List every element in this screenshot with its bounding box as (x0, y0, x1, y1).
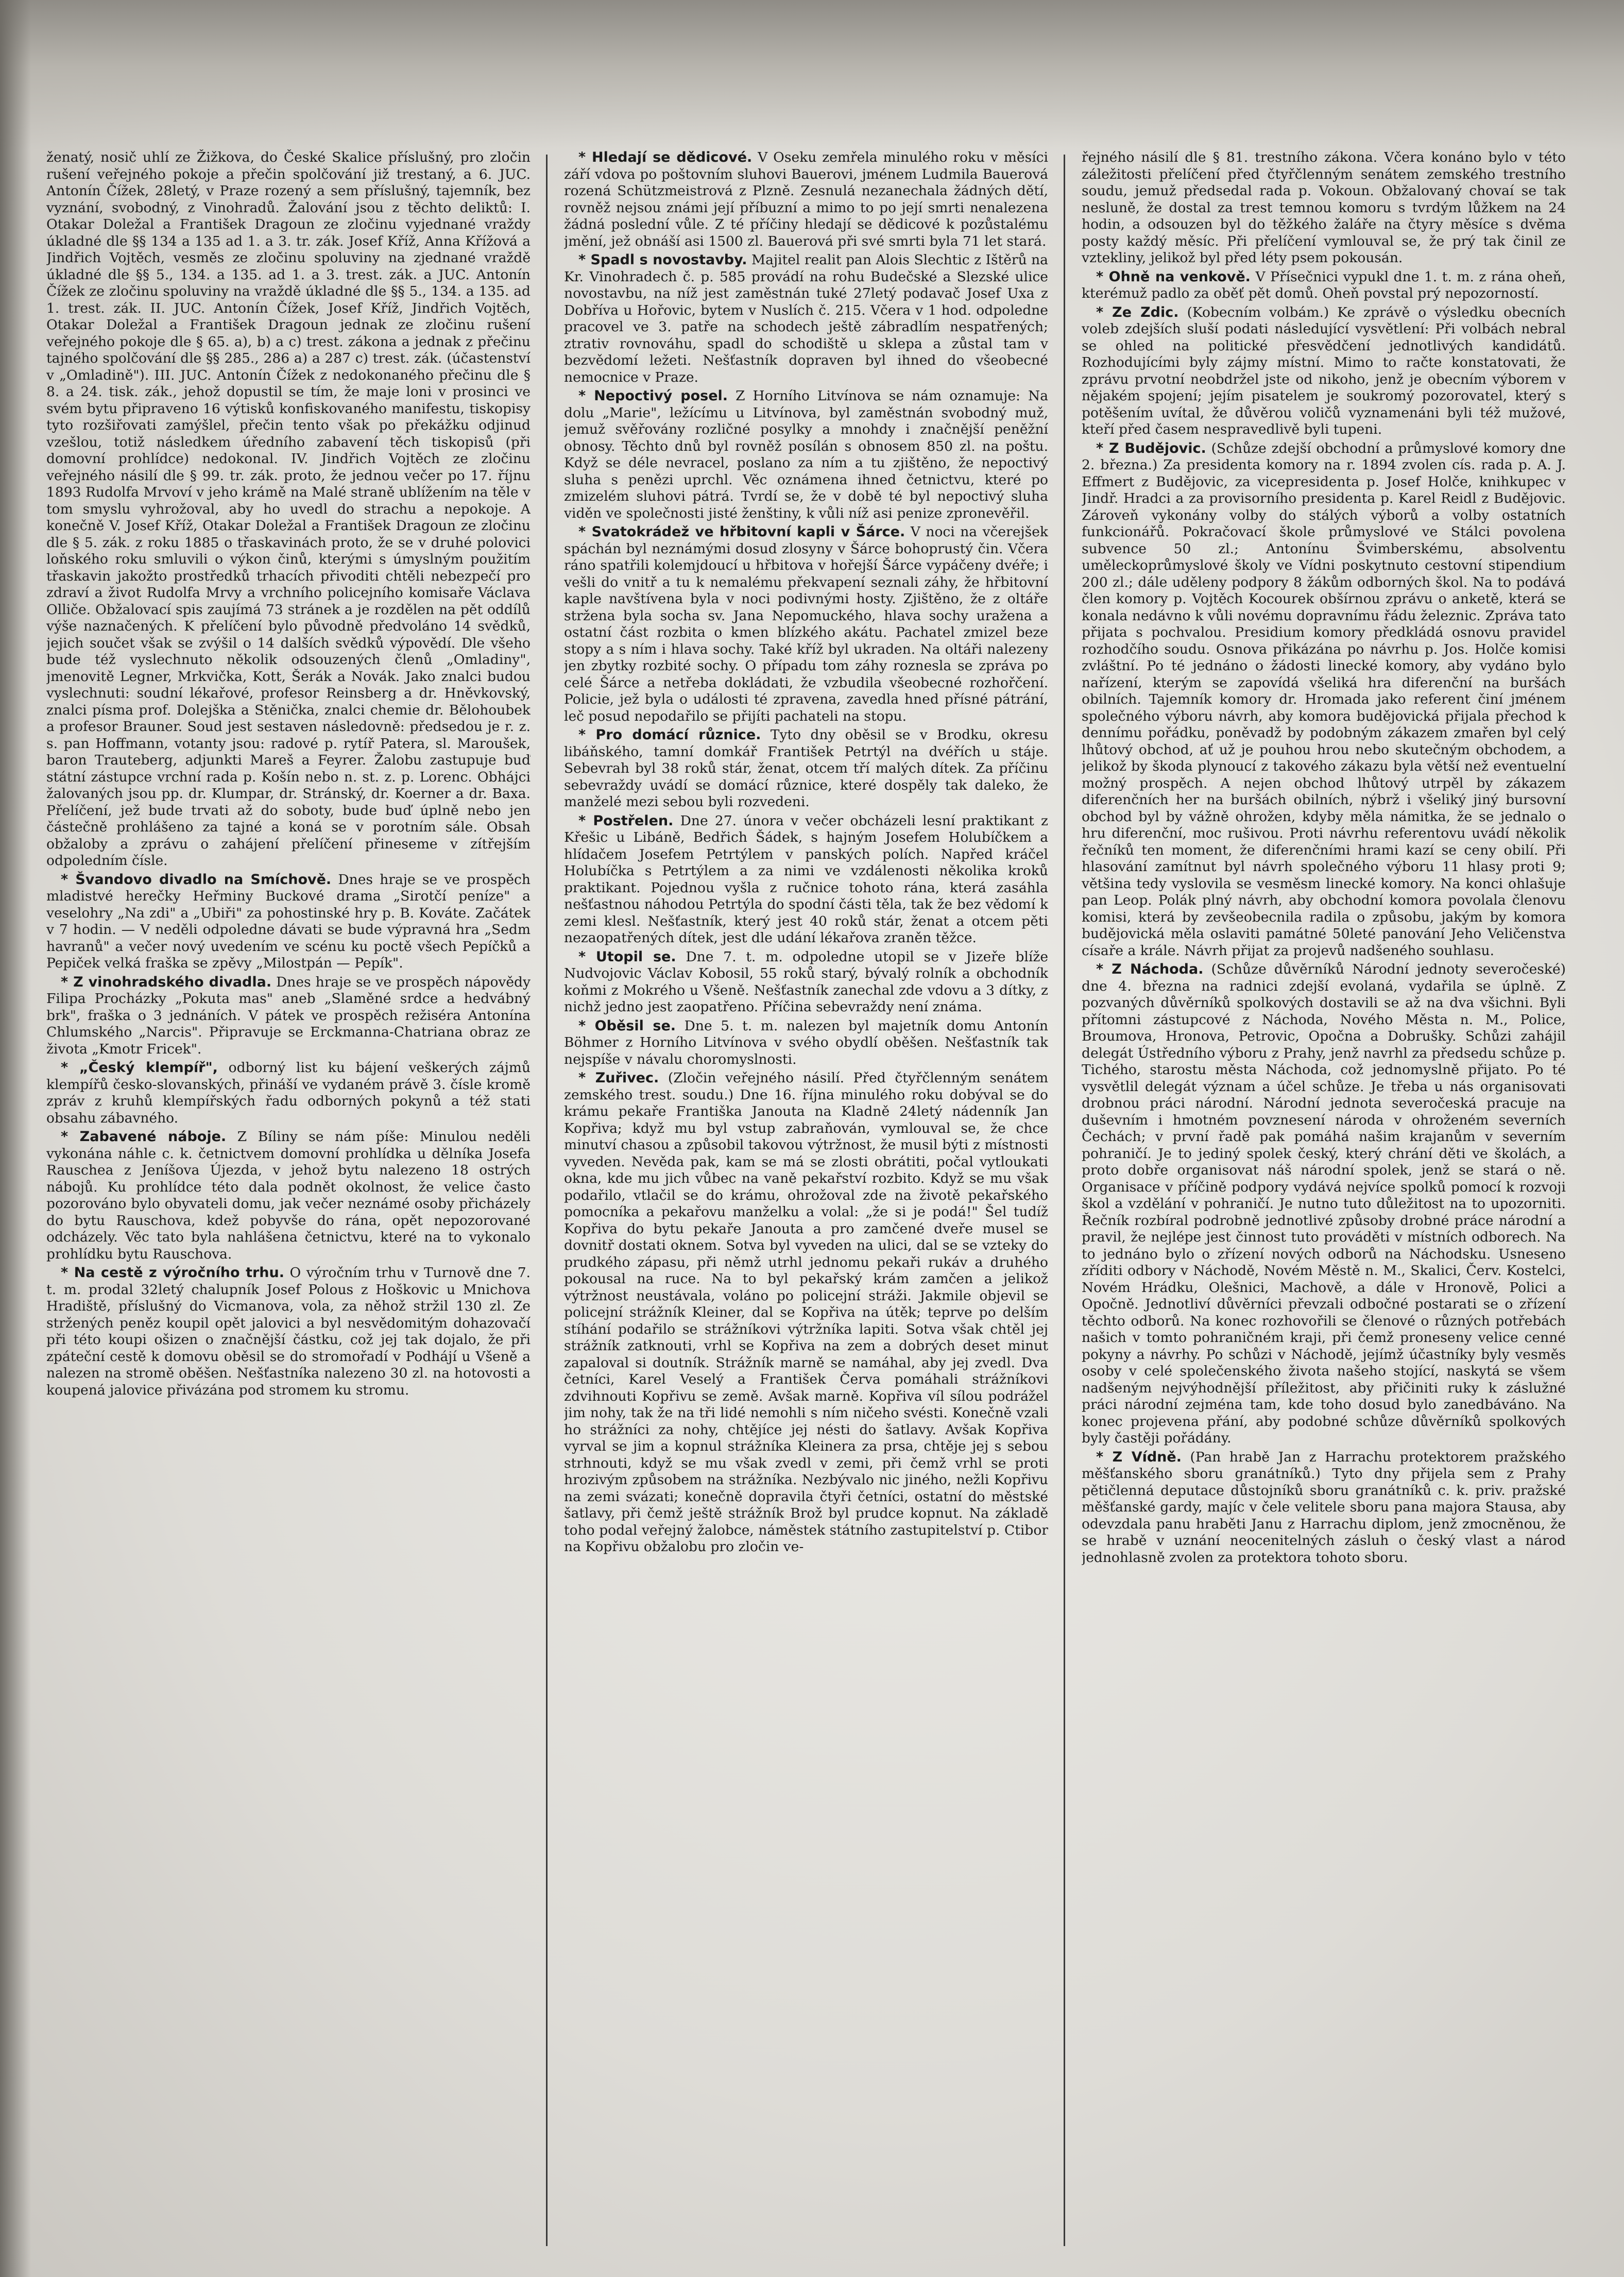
article-zurivec-continued (1082, 149, 1566, 267)
article-headline: * Z Vídně. (1096, 1449, 1182, 1465)
article-headline: * Pro domácí různice. (578, 727, 761, 743)
article-text: odborný list ku bájení veškerých zájmů klempířů česko-slovanských, přináší ve vydaném právě 3. čísle kromě zpráv z kruhů klempířských řadu odborných pokynů a též stati obsahu zábavného. (46, 1060, 531, 1126)
article-spadl (564, 252, 1048, 386)
article-text: O výročním trhu v Turnově dne 7. t. m. prodal 32letý chalupník Josef Polous z Hoškovic u Mnichova Hradiště, příslušný do Vicmanova, vola, za něhož stržil 130 zl. Ze stržených peněz koupil opět jalovici a byl nesvědomitým dohazovačí při této koupi ošizen o značnější částku, což jej tak dojalo, že při zpáteční cestě k domovu oběsil se do stromořadí v Podhájí u Všeně a nalezen na stromě oběšen. Nešťastníka nalezeno 30 zl. na hotovosti a koupená jalovice přivázána pod stromem ku stromu. (46, 1265, 531, 1398)
article-obesil (564, 1018, 1048, 1068)
article-text: Z Bíliny se nám píše: Minulou neděli vykonána náhle c. k. četnictvem domovní prohlídka u dělníka Josefa Rauschea z Jeníšova Újezda, v jehož bytu nalezeno 18 ostrých nábojů. Ku prohlídce této dala podnět okolnost, že velice často pozorováno bylo obyvateli domu, jak večer neznámé osoby přicházely do bytu Rauschova, kdež pobyvše do rána, opět nepozorované odcházely. Věc tato byla nahlášena četnictvu, které na to vykonalo prohlídku bytu Rauschova. (46, 1129, 531, 1262)
article-headline: * Zuřivec. (578, 1070, 659, 1086)
article-text: (Schůze důvěrníků Národní jednoty severočeské) dne 4. března na radnici zdejší evolaná, vydařila se úplně. Z pozvaných důvěrníků spolkových dostavili se až na dva všichni. Byli přítomni zástupcové z Náchoda, Nového Města n. M., Police, Broumova, Hronova, Petrovic, Opočna a Dobrušky. Schůzi zahájil delegát Ústředního výboru z Prahy, jenž navrhl za předsedu schůze p. Tichého, starostu města Náchoda, což jednomyslně přijato. Po té vysvětlil delegát význam a účel schůze. Je třeba u nás organisovati drobnou práci národní. Národní jednota severočeská pracuje na duševním i hmotném povznesení národa v ohroženém severních Čechách; v první řadě pak pomáhá našim krajanům v severním pohraničí. Je to jediný spolek český, který chrání děti ve školách, a proto dobře organisovat náš národní spolek, jenž se stará o ně. Organisace v příčině podpory vydává nejvíce spolků pomocí k rozvoji škol a vzdělání v pohraničí. Je nutno tuto důležitost na to upozorniti. Řečník rozbíral podrobně jednotlivé způsoby drobné práce národní a pravil, že nejlépe jest činnost tuto prováděti v místních odborech. Na to jednáno bylo o zřízení nových odborů na Náchodsku. Usneseno zříditi odbory v Náchodě, Novém Městě n. M., Skalici, Červ. Kostelci, Novém Hrádku, Olešnici, Machově, a dále v Hronově, Polici a Opočně. Jednotliví důvěrníci převzali odbočné postarati se o zřízení těchto odborů. Na konec rozhovořili se členové o různých potřebách našich v tomto pohraničném kraji, při čemž proneseny velice cenné pokyny a návrhy. Po schůzi v Náchodě, jejímž účastníky byly vesměs osoby v celé společenského života našeho stojící, naskytá se všem nadšeným nejvýhodnější příležitost, aby přičiniti ruky k záslužné práci národní zejména tam, kde toho dosud bylo zanedbáváno. Na konec projevena přání, aby podobné schůze důvěrníků spolkových byly častěji pořádány. (1082, 961, 1566, 1446)
article-postrelen (564, 813, 1048, 947)
article-text: V Přísečnici vypukl dne 1. t. m. z rána oheň, kterémuž padlo za oběť pět domů. Oheň povstal prý nepozorností. (1082, 268, 1566, 301)
scan-shadow-top (0, 0, 1624, 149)
column-2 (564, 149, 1048, 2256)
article-headline: * Ohně na venkově. (1096, 268, 1251, 285)
article-dedicove (564, 149, 1048, 250)
article-text: (Pan hrabě Jan z Harrachu protektorem pražského měšťanského sboru granátníků.) Tyto dny přijela sem z Prahy pětičlenná deputace důstojníků sboru granátníků c. k. priv. pražské měšťanské gardy, majíc v čele velitele sboru pana majora Stausa, aby odevzdala panu hraběti Janu z Harrachu diplom, jenž zmocněnou, že se hrabě v uznání neocenitelných zásluh o český vlast a národ jednohlasně zvolen za protektora tohoto sboru. (1082, 1449, 1566, 1566)
article-ohne-na-venkove (1082, 269, 1566, 302)
article-text: (Schůze zdejší obchodní a průmyslové komory dne 2. března.) Za presidenta komory na r. 1894 zvolen cís. rada p. A. J. Effmert z Budějovic, za vicepresidenta p. Josef Holče, knihkupec v Jindř. Hradci a za provisorního presidenta p. Karel Reidl z Budějovic. Zároveň vykonány volby do stálých výborů a volby ostatních funkcionářů. Pokračovací škole průmyslové ve Stálci povolena subvence 50 zl.; Antonínu Švimberskému, absolventu uměleckoprůmyslové školy ve Vídni poskytnuto cestovní stipendium 200 zl.; dále uděleny podpory 8 žákům odborných škol. Na to podává člen komory p. Vojtěch Kocourek obšírnou zprávu o anketě, která se konala nedávno k vůli novému dopravnímu řádu železnic. Zpráva tato přijata s pochvalou. Presidium komory předkládá osnovu pravidel rozhodčího soudu. Osnova přikázána po návrhu p. Jos. Holče komisi zvláštní. Po té jednáno o žádosti linecké komory, aby vydáno bylo nařízení, kterým se zapovídá všeliká hra diferenční na buršách obilních. Tajemník komory dr. Hromada jako referent činí jménem společného výboru návrh, aby komora budějovická přijala přechod k dennímu pořádku, poněvadž by podobným zákazem zmařen byl celý lhůtový obchod, ať už je pouhou hrou nebo skutečným obchodem, a jelikož by škoda plynoucí z takového zákazu byla větší než eventuelní možný prospěch. A nejen obchod lhůtový utrpěl by zákazem diferenčních her na buršách obilních, nýbrž i všeliký jiný bursovní obchod byl by vážně ohrožen, kdyby měla námitka, že se jednalo o hru diferenční, moc rušivou. Proti návrhu referentovu uvádí několik řečníků ten moment, že diferenčními hrami kazí se ceny obilí. Při hlasování zamítnut byl návrh společného výboru 11 hlasy proti 9; většina tedy vyslovila se vesměsm linecké komory. Na konci ohlašuje pan Leop. Polák plný návrh, aby obchodní komora povolala členovu komisi, která by zevšeobecnila radila o způsobu, jakým by komora budějovická měla oslaviti památné 50leté panování Jeho Veličenstva císaře a krále. Návrh přijat za projevů nadšeného souhlasu. (1082, 440, 1566, 959)
article-text: Majitel realit pan Alois Slechtic z Ištěrů na Kr. Vinohradech č. p. 585 provádí na rohu Budečské a Slezské ulice novostavbu, na níž jest zaměstnán tuké 27letý podavač Josef Uxa z Dobříva u Hořovic, bytem v Nuslích č. 215. Včera v 1 hod. odpoledne pracovel ve 3. patře na schodech ještě zábradlím nespatřených; ztrativ rovnováhu, spadl do schodiště u sklepa a zůstal tam v bezvědomí ležeti. Nešťastník dopraven byl ihned do všeobecné nemocnice v Praze. (564, 252, 1048, 385)
article-headline: * Spadl s novostavby. (578, 252, 747, 268)
article-text: Dne 5. t. m. nalezen byl majetník domu Antonín Böhmer z Horního Litvínova v svého obydlí oběšen. Nešťastník tak nejspíše v návalu choromyslnosti. (564, 1017, 1048, 1067)
article-headline: * Z Náchoda. (1096, 961, 1204, 977)
article-headline: * Ze Zdic. (1096, 304, 1179, 320)
article-nepoctivy-posel (564, 388, 1048, 522)
column-rule (1064, 155, 1065, 2246)
article-z-nachoda (1082, 961, 1566, 1447)
article-utopil (564, 949, 1048, 1016)
article-text: Dnes hraje se ve prospěch mladistvé herečky Heřminy Buckové drama „Sirotčí peníze" a veselohry „Na zdi" a „Ubiři" za pohostinské hry p. B. Kováte. Začátek v 7 hodin. — V neděli odpoledne dávati se bude výpravná hra „Sedm havranů" a večer nový uvedením ve scénu ku poctě všech Pepíčků a Pepiček velká fraška se zpěvy „Milostpán — Pepík". (46, 871, 531, 971)
scan-shadow-left (0, 0, 31, 2277)
article-z-budejovic (1082, 440, 1566, 960)
article-text: V Oseku zemřela minulého roku v měsíci září vdova po poštovním sluhovi Bauerovi, jménem Ludmila Bauerová rozená Schützmeistrová z Plzně. Zesnulá nezanechala žádných dětí, rovněž nejsou známi její příbuzní a mimo to po její smrti nenalezena žádná poslední vůle. Z té příčiny hledají se dědicové k pozůstalému jmění, jež obnáší asi 1500 zl. Bauerová při své smrti byla 71 let stará. (564, 149, 1048, 249)
article-text: ženatý, nosič uhlí ze Žižkova, do České Skalice příslušný, pro zločin rušení veřejného pokoje a přečin spolčování již trestaný, a 6. JUC. Antonín Čížek, 28letý, v Praze rozený a sem příslušný, tajemník, bez vyznání, svobodný, z Vinohradů. Žalování jsou z těchto deliktů: I. Otakar Doležal a František Dragoun ze zločinu vyjednané vraždy úkladné dle §§ 134 a 135 ad 1. a 3. tr. zák. Josef Kříž, Anna Křížová a Jindřich Vojtěch, vesměs ze zločinu spoluviny na zjednané vraždě úkladné dle §§ 5., 134. a 135. ad 1. a 3. trest. zák. a JUC. Antonín Čížek ze zločinu spoluviny na vraždě úkladné dle §§ 5., 134. a 135. ad 1. trest. zák. II. JUC. Antonín Čížek, Josef Kříž, Jindřich Vojtěch, Otakar Doležal a František Dragoun jednak ze zločinu rušení veřejného pokoje dle § 65. a), b) a c) trest. zákona a jednak z přečinu tajného spolčování dle §§ 285., 286 a) a 287 c) trest. zák. (účastenství v „Omladině"). III. JUC. Antonín Čížek z nedokonaného přečinu dle § 8. a 24. tisk. zák., jehož dopustil se tím, že maje loni v prosinci ve svém bytu připraveno 16 výtisků konfiskovaného manifestu, tiskopisy tyto rozšiřovati zamýšlel, přečin tento však po překážku odjinud vzešlou, totiž následkem úředního zabavení těch tiskopisů (při domovní prohlídce) nedokonal. IV. Jindřich Vojtěch ze zločinu veřejného násilí dle § 99. tr. zák. proto, že jednou večer po 17. říjnu 1893 Rudolfa Mrvoví v jeho krámě na Malé straně ublížením na těle v tom smyslu vyhrožoval, aby ho uvedl do strachu a nepokoje. A konečně V. Josef Kříž, Otakar Doležal a František Dragoun ze zločinu dle § 5. zák. z roku 1885 o třaskavinách proto, že se v druhé polovici loňského roku smluvili o výkon činů, kterými s úmyslným použitím třaskavin jakožto prostředků trhacích přivoditi chtěli nebezpečí pro zdraví a život Rudolfa Mrvy a vrchního policejního komisaře Václava Olliče. Obžalovací spis zaujímá 73 stránek a je rozdělen na pět oddílů výše naznačených. K přelíčení bylo původně předvoláno 14 svědků, jejich součet však se zvýšil o 14 dalších svědků výpovědí. Dle všeho bude též vyslechnuto několik odsouzených členů „Omladiny", jmenovitě Legner, Mrkvička, Kott, Šerák a Novák. Jako znalci budou vyslechnuti: soudní lékařové, profesor Reinsberg a dr. Hněvkovský, znalci písma prof. Dolejška a Stěnička, znalci chemie dr. Bělohoubek a profesor Brauner. Soud jest sestaven následovně: předsedou je r. z. s. pan Hoffmann, votanty jsou: radové p. rytíř Patera, sl. Maroušek, baron Trauteberg, adjunkti Mareš a Feyrer. Žalobu zastupuje buď státní zástupce vrchní rada p. Košín nebo n. st. z. p. Lorenc. Obhájci žalovaných jsou pp. dr. Klumpar, dr. Stránský, dr. Koerner a dr. Baxa. Přelíčení, jež bude trvati až do soboty, bude buď úplně nebo jen částečně prohlášeno za tajné a koná se v porotním sále. Obsah obžaloby a zprávu o zahájení přelíčení přineseme v zítřejším odpoledním čísle. (46, 149, 531, 869)
article-vinohrady-theatre (46, 974, 531, 1058)
article-text: V noci na včerejšek spáchán byl neznámými dosud zlosyny v Šárce bohoprustý čin. Včera ráno spatřili kolemjdoucí u hřbitova v hořejší Šárce vypáčeny dvéře; i vešli do vnitř a tu k nemalému překvapení seznali záhy, že hřbitovní kaple navštívena byla v noci podivnými hosty. Zjištěno, že z oltáře stržena byla socha sv. Jana Nepomuckého, hlava sochy uražena a ostatní část rozbita o kmen blízkého akátu. Pachatel zmizel beze stopy a s ním i hlava sochy. Také kříž byl ukraden. Na oltáři nalezeny jen zbytky rozbité sochy. O případu tom záhy roznesla se zpráva po celé Šárce a netřeba dokládati, že vzbudila všeobecné rozhořčení. Policie, jež byla o události té zpravena, zavedla hned přísné pátrání, leč posud nepodařilo se přijíti pachateli na stopu. (564, 524, 1048, 724)
article-headline: * Zabavené náboje. (61, 1129, 227, 1145)
article-headline: * Na cestě z výročního trhu. (61, 1265, 284, 1281)
article-headline: * Postřelen. (578, 812, 674, 829)
article-headline: * Svatokrádež ve hřbitovní kapli v Šárce. (578, 524, 905, 540)
article-cesky-klempir (46, 1060, 531, 1127)
article-headline: * Švandovo divadlo na Smíchově. (61, 871, 332, 888)
article-headline: * Oběsil se. (578, 1017, 676, 1034)
column-3 (1082, 149, 1566, 2256)
article-text: Dne 27. února v večer obcházeli lesní praktikant z Křešic u Libáně, Bedřich Šádek, s hajným Josefem Holubíčkem a hlídačem Josefem Petrtýlem v panských polích. Napřed kráčel Holubíčka s Petrtýlem a za nimi ve vzdálenosti několika kroků praktikant. Pojednou vyšla z ručnice tohoto rána, která zasáhla nešťastnou náhodou Petrtýla do spodní části těla, tak že bez vědomí k zemi klesl. Nešťastník, který jest 40 roků stár, ženat a otcem pěti nezaopatřených dítek, jest dle udání lékařova zraněn těžce. (564, 812, 1048, 946)
article-text: Dne 7. t. m. odpoledne utopil se v Jizeře blíže Nudvojovic Václav Kobosil, 55 roků starý, bývalý rolník a obchodník koňmi z Mokrého u Všeně. Nešťastník zanechal zde vdovu a 3 dítky, z nichž jedno jest zaopatřeno. Příčina sebevraždy není známa. (564, 948, 1048, 1015)
column-rule (546, 155, 548, 2246)
article-text: (Zločin veřejného násilí. Před čtyřčlenným senátem zemského trest. soudu.) Dne 16. října minulého roku dobýval se do krámu pekaře Františka Janouta na Kladně 24letý nádenník Jan Kopřiva; když mu byl vstup zabraňován, vymlouval se, že chce minutví chasou a způsobil takovou výtržnost, že musil býti z místnosti vyveden. Nevěda pak, kam se má se zlosti obrátiti, počal vytloukati okna, kde mu jich vůbec na vaně pekařství rozbito. Když se mu však podařilo, vtlačil se do krámu, ohrožoval zde na životě pekařského pomocníka a pekařovu manželku a volal: „že si je podá!" Šel tudíž Kopřiva do bytu pekaře Janouta a pro zamčené dveře musel se dovnitř dostati oknem. Sotva byl vyveden na ulici, dal se se vzteky do prudkého zápasu, při němž utrhl jednomu pekaři rukáv a druhého pokousal na ruce. Na to byl pekařský krám zamčen a jelikož výtržnost neustávala, voláno po policejní stráži. Jakmile objevil se policejní strážník Kleiner, dal se Kopřiva na útěk; teprve po delším stíhání podařilo se strážníkovi výtržníka lapiti. Sotva však chtěl jej strážník zatknouti, vrhl se Kopřiva na zem a dobrých deset minut zapaloval si doutník. Strážník marně se namáhal, aby jej zvedl. Dva četníci, Karel Veselý a František Červa pomáhali strážníkovi zdvihnouti Kopřivu se země. Avšak marně. Kopřiva víl sílou podrážel jim nohy, tak že na tři lidé nemohli s ním ničeho svésti. Konečně vzali ho strážníci za nohy, chtějíce jej nésti do šatlavy. Avšak Kopřiva vyrval se jim a kopnul strážníka Kleinera za prsa, chtěje jej s sebou strhnouti, když se mu však zvedl v zemi, při čemž vrhl se proti hrozivým způsobem na strážníka. Nezbývalo nic jiného, nežli Kopřivu na zemi svázati; konečně dopravila čtyři četníci, ostatní do městské šatlavy, při čemž ještě strážník Brož byl prudce kopnut. Na základě toho podal veřejný žalobce, náměstek státního zastupitelství p. Ctibor na Kopřivu obžalobu pro zločin ve- (564, 1070, 1048, 1555)
article-text: řejného násilí dle § 81. trestního zákona. Včera konáno bylo v této záležitosti přelíčení před čtyřčlenným senátem zemského trestního soudu, jemuž předsedal rada p. Vokoun. Obžalovaný chovaí se tak nesluně, že dostal za trest temnou komoru s tvrdým lůžkem na 24 hodin, a odsouzen byl do těžkého žaláře na čtyry měsíce s dvěma posty každý měsíc. Při přelíčení vymlouval se, že prý tak činil ze vztekliny, jelikož byl před léty psem pokousán. (1082, 149, 1566, 266)
article-trial-continued (46, 149, 531, 870)
article-headline: * Z Budějovic. (1096, 440, 1206, 456)
article-headline: * Hledají se dědicové. (578, 149, 753, 165)
article-na-ceste (46, 1265, 531, 1399)
article-text: (Kobecním volbám.) Ke zprávě o výsledku obecních voleb zdejších sluší podati následující vysvětlení: Při volbách nebral se ohled na politické přesvědčení jednotlivých kandidátů. Rozhodujícími byly zájmy místní. Mimo to račte konstatovati, že zprávu prvotní neobdržel jste od nikoho, jenž je obecním výborem v nějakém spojení; jejím pisatelem je soukromý pozorovatel, který s potěšením uvítal, že důvěrou voličů vyznamenáni byli též mužové, kteří před časem nespravedlivě byli tupeni. (1082, 304, 1566, 437)
article-svatokradez (564, 524, 1048, 725)
article-zabavene-naboje (46, 1129, 531, 1263)
article-smichov-theatre (46, 872, 531, 972)
column-container (46, 149, 1592, 2262)
article-text: Tyto dny oběsil se v Brodku, okresu libáňského, tamní domkář František Petrtýl na dvéřích u stáje. Sebevrah byl 38 roků stár, ženat, otcem tří malých dítek. Za příčinu sebevraždy uvádí se domácí různice, které dospěly tak daleko, že manželé mezi sebou byli rozvedeni. (564, 727, 1048, 810)
article-text: Dnes hraje se ve prospěch nápovědy Filipa Procházky „Pokuta mas" aneb „Slaměné srdce a hedvábný brk", fraška o 3 jednáních. V pátek ve prospěch režiséra Antonína Chlumského „Narcis". Připravuje se Erckmanna-Chatriana obraz ze života „Kmotr Fricek". (46, 974, 531, 1057)
article-ze-zdic (1082, 304, 1566, 438)
column-1 (46, 149, 531, 2256)
article-headline: * Utopil se. (578, 948, 676, 965)
article-text: Z Horního Litvínova se nám oznamuje: Na dolu „Marie", ležícímu u Litvínova, byl zaměstnán svobodný muž, jemuž svěřovány rozličné posylky a mnohdy i značnější peněžní obnosy. Těchto dnů byl rovněž posílán s obnosem 850 zl. na poštu. Když se déle nevracel, poslano za ním a tu zjištěno, že nepoctivý sluha s penězi uprchl. Věc oznámena ihned četnictvu, které po zmizelém sluhovi pátrá. Tvrdí se, že v době té byl nepoctivý sluha viděn ve společnosti jisté ženštiny, k vůli níž asi penize zpronevěřil. (564, 388, 1048, 521)
article-headline: * Z vinohradského divadla. (61, 974, 272, 990)
article-headline: * Nepoctivý posel. (578, 388, 728, 404)
article-z-vidne (1082, 1449, 1566, 1567)
article-zurivec (564, 1070, 1048, 1556)
article-domaci-roznice (564, 727, 1048, 811)
article-headline: * „Český klempíř", (61, 1060, 218, 1076)
